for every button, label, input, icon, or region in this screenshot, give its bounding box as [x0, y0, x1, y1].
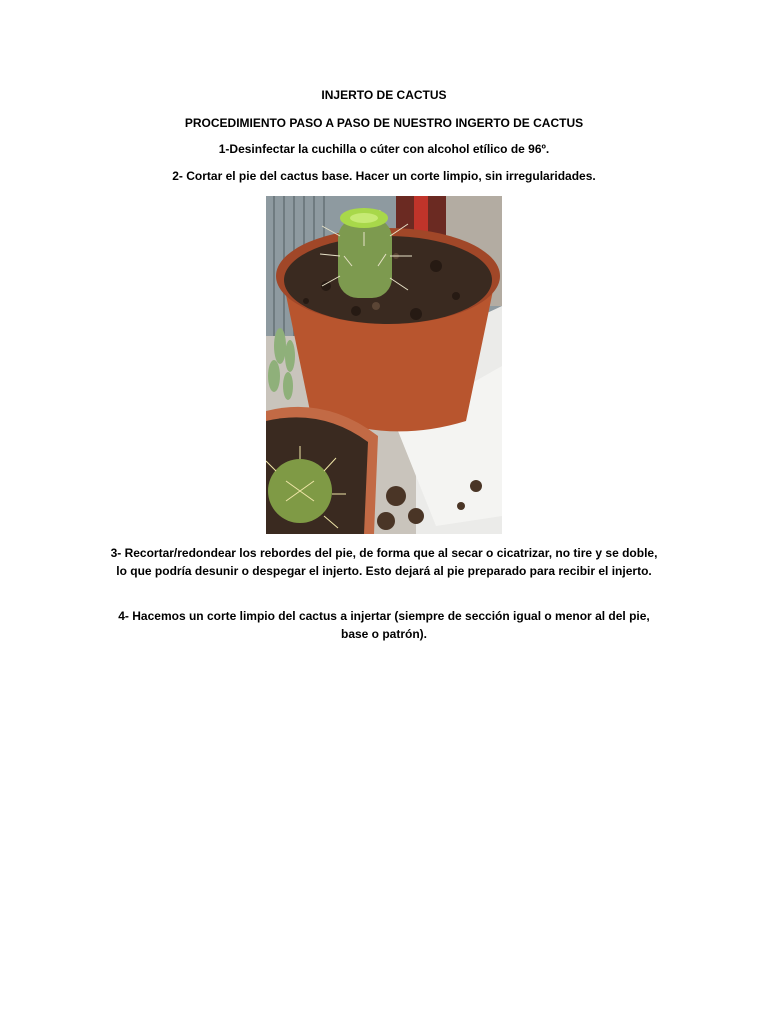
step-2-text: 2- Cortar el pie del cactus base. Hacer un corte limpio, sin irregularidades.: [172, 169, 596, 183]
step-4-text: 4- Hacemos un corte limpio del cactus a injertar (siempre de sección igual o menor al del pie, base o patrón).: [118, 609, 650, 641]
document-title: INJERTO DE CACTUS: [321, 88, 447, 102]
step-1-text: 1-Desinfectar la cuchilla o cúter con alcohol etílico de 96º.: [218, 142, 550, 156]
step-3-text: 3- Recortar/redondear los rebordes del pie, de forma que al secar o cicatrizar, no tire y se doble, lo que podría desunir o despegar el injerto. Esto dejará al pie preparado para recibir el injerto.: [110, 546, 658, 578]
cactus-photo-illustration: [266, 196, 502, 534]
document-subtitle: PROCEDIMIENTO PASO A PASO DE NUESTRO INGERTO DE CACTUS: [184, 116, 584, 130]
cactus-graft-photo: [266, 196, 502, 534]
